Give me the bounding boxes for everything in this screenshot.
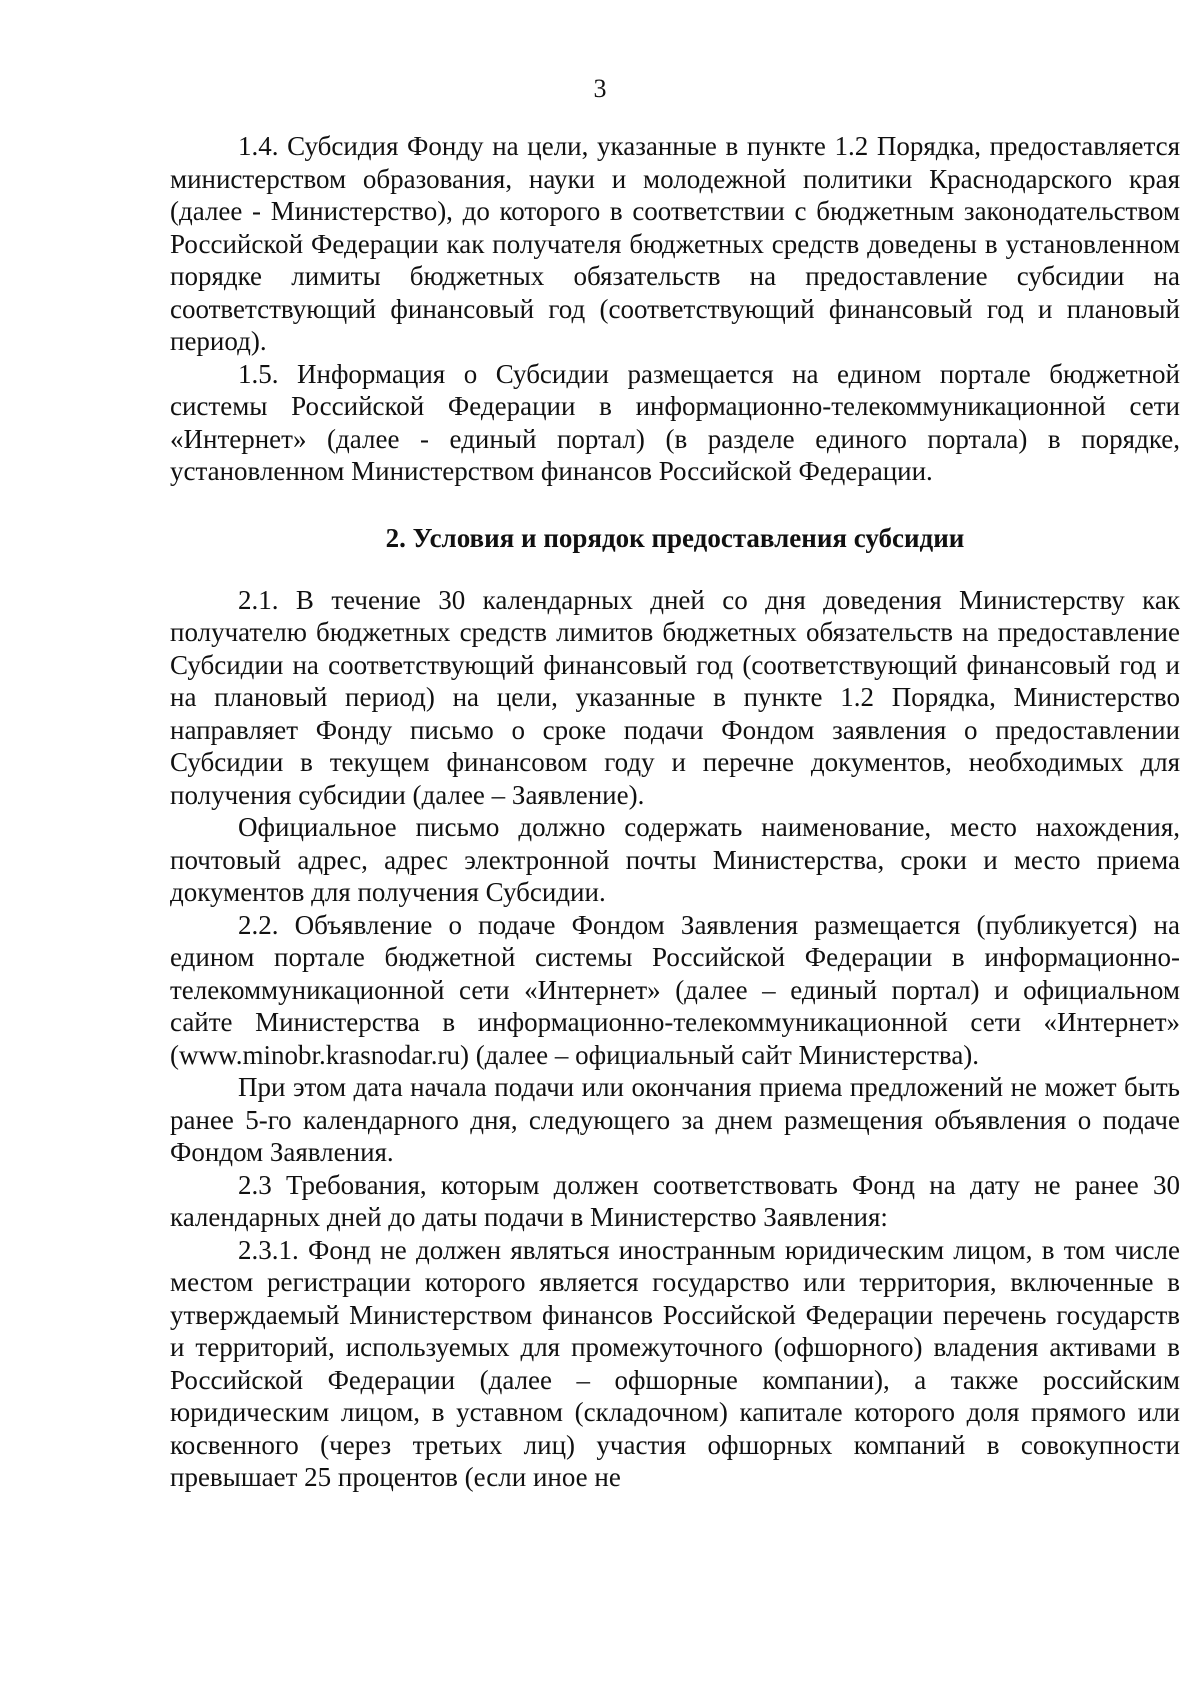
paragraph-official-letter: Официальное письмо должно содержать наименование, место нахождения, почтовый адрес, адрес электронной почты Министерства, сроки и место приема документов для получения Субсидии. [170, 812, 1180, 907]
paragraph-2-3-1: 2.3.1. Фонд не должен являться иностранным юридическим лицом, в том числе местом регистрации которого является государство или территория, включенные в утверждаемый Министерством финансов Российской Федерации перечень государств и территорий, используемых для промежуточного (офшорного) владения активами в Российской Федерации (далее – офшорные компании), а также российским юридическим лицом, в уставном (складочном) капитале которого доля прямого или косвенного (через третьих лиц) участия офшорных компаний в совокупности превышает 25 процентов (если иное не [170, 1234, 1180, 1492]
section-title: 2. Условия и порядок предоставления субсидии [385, 522, 965, 553]
paragraph-dates: При этом дата начала подачи или окончания приема предложений не может быть ранее 5-го календарного дня, следующего за днем размещения объявления о подаче Фондом Заявления. [170, 1072, 1180, 1167]
page-number: 3 [593, 74, 607, 103]
paragraph-2-1: 2.1. В течение 30 календарных дней со дня доведения Министерству как получателю бюджетных средств лимитов бюджетных обязательств на предоставление Субсидии на соответствующий финансовый год (соответствующий финансовый год и на плановый период) на цели, указанные в пункте 1.2 Порядка, Министерство направляет Фонду письмо о сроке подачи Фондом заявления о предоставлении Субсидии в текущем финансовом году и перечне документов, необходимых для получения субсидии (далее – Заявление). [170, 584, 1180, 810]
paragraph-1-4: 1.4. Субсидия Фонду на цели, указанные в пункте 1.2 Порядка, предоставляется министерством образования, науки и молодежной политики Краснодарского края (далее - Министерство), до которого в соответствии с бюджетным законодательством Российской Федерации как получателя бюджетных средств доведены в установленном порядке лимиты бюджетных обязательств на предоставление субсидии на соответствующий финансовый год (соответствующий финансовый год и плановый период). [170, 131, 1180, 356]
paragraph-2-3: 2.3 Требования, которым должен соответствовать Фонд на дату не ранее 30 календарных дней до даты подачи в Министерство Заявления: [170, 1169, 1180, 1232]
paragraph-1-5: 1.5. Информация о Субсидии размещается на едином портале бюджетной системы Российской Федерации в информационно-телекоммуникационной сети «Интернет» (далее - единый портал) (в разделе единого портала) в порядке, установленном Министерством финансов Российской Федерации. [170, 358, 1180, 486]
document-body [170, 130, 1180, 1494]
paragraph-2-2: 2.2. Объявление о подаче Фондом Заявления размещается (публикуется) на едином портале бюджетной системы Российской Федерации в информационно-телекоммуникационной сети «Интернет» (далее – единый портал) и официальном сайте Министерства в информационно-телекоммуникационной сети «Интернет» (www.minobr.krasnodar.ru) (далее – официальный сайт Министерства). [170, 909, 1180, 1070]
